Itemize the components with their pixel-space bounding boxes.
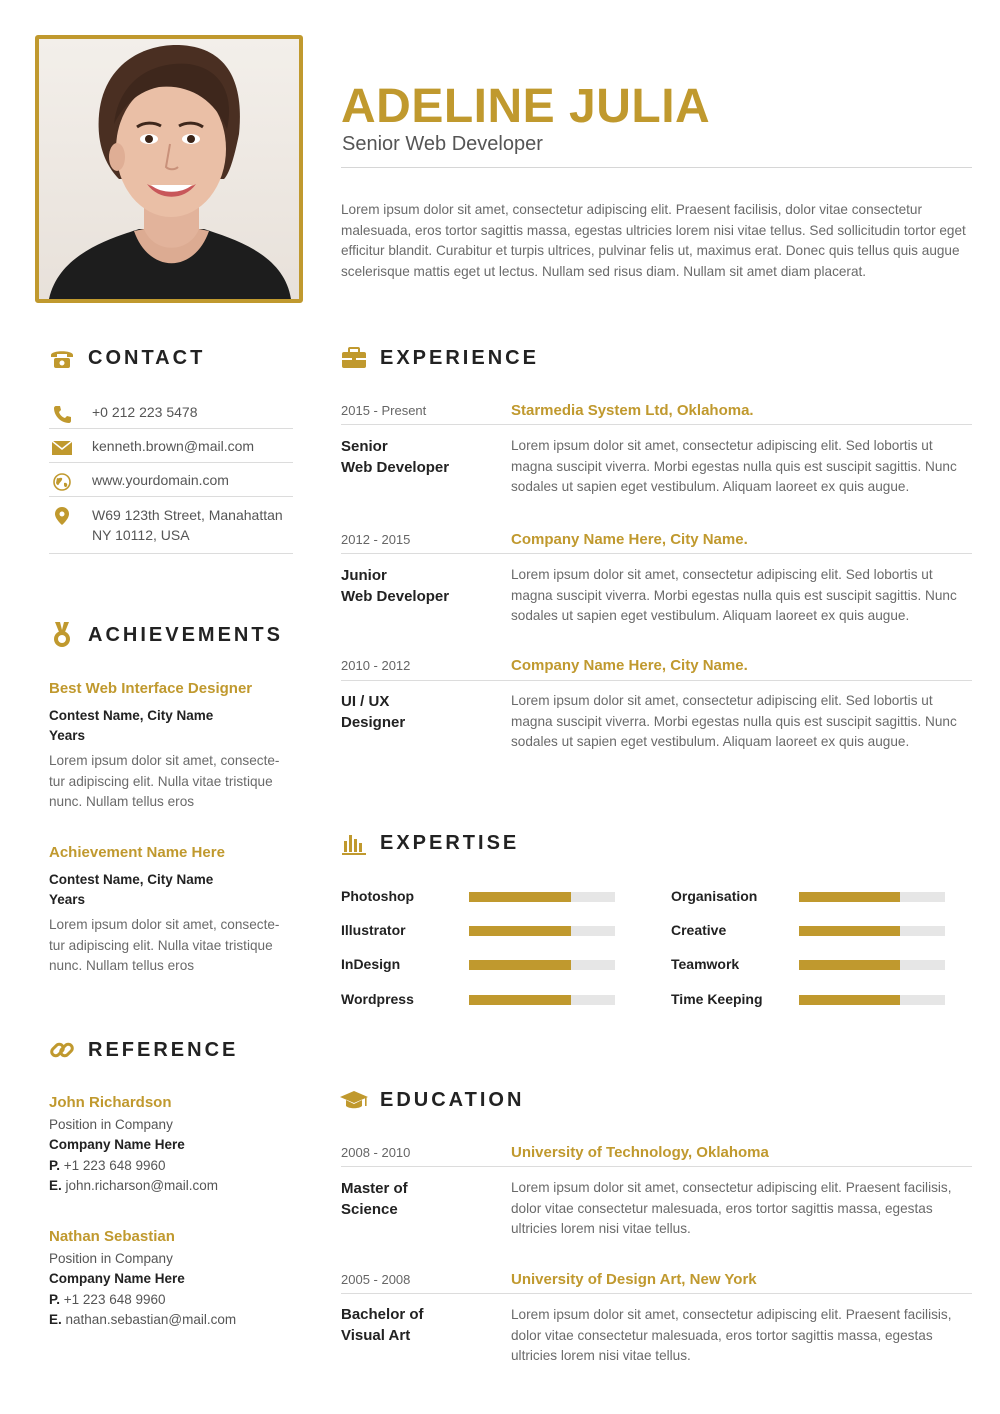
skill-bar-fill: [469, 892, 571, 902]
briefcase-icon: [340, 344, 368, 372]
reference-email: [49, 1310, 236, 1330]
link-icon: [48, 1036, 76, 1064]
reference-company: [49, 1135, 185, 1155]
education-title: EDUCATION: [380, 1088, 525, 1111]
achievement-title: Achievement Name Here: [49, 844, 225, 861]
contact-email-row: [49, 436, 293, 463]
reference-position: Position in Company: [49, 1117, 173, 1132]
skill-name: Wordpress: [341, 991, 414, 1007]
education-description: Lorem ipsum dolor sit amet, consectetur adipiscing elit. Praesent facilisis, dolor vitae consectetur malesuada, eros tortor sagittis massa, egestas ultricies lorem nisi vitae tellus.: [511, 1180, 952, 1236]
reference-company-text: Company Name Here: [49, 1137, 185, 1152]
achievement-contest: Contest Name, City Name: [49, 708, 214, 723]
experience-dates: 2015 - Present: [341, 403, 427, 418]
contact-heading: [48, 344, 205, 372]
education-degree: [341, 1304, 491, 1346]
skill-bar: [799, 995, 945, 1005]
skill-bar: [799, 892, 945, 902]
experience-role: [341, 436, 491, 478]
experience-description: Lorem ipsum dolor sit amet, consectetur adipiscing elit. Sed lobortis ut magna suscipit viverra. Morbi egestas nulla quis est suscipit sagittis. Nunc sodales ut sapien eget vestibulum. Aliquam laoreet ex quis augue.: [511, 567, 957, 623]
experience-divider: [341, 553, 972, 554]
profile-photo: [35, 35, 303, 303]
role-line-1: UI / UX: [341, 693, 390, 710]
medal-icon: [48, 621, 76, 649]
contact-address-row: [49, 505, 293, 554]
phone-label: P.: [49, 1158, 61, 1173]
experience-dates: 2012 - 2015: [341, 532, 411, 547]
header-divider: [341, 167, 972, 168]
degree-line-1: Bachelor of: [341, 1306, 424, 1323]
profile-summary: Lorem ipsum dolor sit amet, consectetur adipiscing elit. Praesent facilisis, dolor vitae consectetur malesuada, eros tortor sagittis massa, egestas ultricies lorem nisi vitae tellus. Sed sollicitudin tortor eget efficitur blandit. Curabitur et turpis ultrices, pulvinar felis ut, maximus erat. Donec quis tellus quis augue scelerisque mattis eget ut lectus. Nullam sed risus diam. Nullam sit amet diam placerat.: [341, 202, 966, 279]
map-pin-icon: [51, 507, 73, 527]
experience-company: Starmedia System Ltd, Oklahoma.: [511, 402, 754, 419]
experience-title: EXPERIENCE: [380, 346, 539, 369]
achievements-heading: [48, 621, 283, 649]
reference-phone: [49, 1290, 166, 1310]
reference-email-text[interactable]: john.richarson@mail.com: [65, 1178, 219, 1193]
address-line-2: NY 10112, USA: [92, 527, 190, 543]
education-dates: 2005 - 2008: [341, 1272, 411, 1287]
skill-bar: [799, 926, 945, 936]
reference-company: [49, 1269, 185, 1289]
address-line-1: W69 123th Street, Manahattan: [92, 507, 283, 523]
reference-title: REFERENCE: [88, 1038, 239, 1061]
skill-name: Illustrator: [341, 922, 406, 938]
expertise-title: EXPERTISE: [380, 831, 520, 854]
reference-company-text: Company Name Here: [49, 1271, 185, 1286]
contact-phone: +0 212 223 5478: [92, 404, 198, 420]
reference-heading: [48, 1036, 238, 1064]
reference-phone: [49, 1156, 166, 1176]
contact-website[interactable]: www.yourdomain.com: [92, 472, 229, 488]
contact-email[interactable]: kenneth.brown@mail.com: [92, 438, 255, 454]
degree-line-2: Science: [341, 1201, 398, 1218]
skill-bar: [469, 892, 615, 902]
skill-name: Teamwork: [671, 956, 740, 972]
role-line-1: Senior: [341, 438, 388, 455]
role-line-2: Web Developer: [341, 588, 450, 605]
skill-bar: [469, 995, 615, 1005]
education-divider: [341, 1166, 972, 1167]
skill-bar-fill: [799, 960, 900, 970]
contact-address: [92, 505, 283, 545]
achievement-years: Years: [49, 728, 86, 743]
experience-description: Lorem ipsum dolor sit amet, consectetur adipiscing elit. Sed lobortis ut magna suscipit viverra. Morbi egestas nulla quis est suscipit sagittis. Nunc sodales ut sapien eget vestibulum. Aliquam laoreet ex quis augue.: [511, 693, 957, 749]
globe-icon: [51, 472, 73, 492]
achievement-description: Lorem ipsum dolor sit amet, consecte- tur adipiscing elit. Nulla vitae tristique nunc. Nullam tellus eros: [49, 753, 280, 809]
reference-phone-text: +1 223 648 9960: [63, 1292, 166, 1307]
achievement-contest: Contest Name, City Name: [49, 872, 214, 887]
reference-name: John Richardson: [49, 1094, 172, 1111]
email-label: E.: [49, 1178, 62, 1193]
graduation-cap-icon: [340, 1086, 368, 1114]
education-description: Lorem ipsum dolor sit amet, consectetur adipiscing elit. Praesent facilisis, dolor vitae consectetur malesuada, eros tortor sagittis massa, egestas ultricies lorem nisi vitae tellus.: [511, 1307, 952, 1363]
telephone-icon: [48, 344, 76, 372]
experience-heading: [340, 344, 539, 372]
skill-bar-fill: [469, 995, 571, 1005]
candidate-name: ADELINE JULIA: [341, 80, 711, 133]
skill-bar-fill: [799, 892, 900, 902]
contact-phone-row: [49, 402, 293, 429]
email-label: E.: [49, 1312, 62, 1327]
achievement-years: Years: [49, 892, 86, 907]
experience-company: Company Name Here, City Name.: [511, 531, 748, 548]
education-dates: 2008 - 2010: [341, 1145, 411, 1160]
reference-position: Position in Company: [49, 1251, 173, 1266]
skill-bar-fill: [799, 926, 900, 936]
education-degree: [341, 1178, 491, 1220]
phone-icon: [51, 404, 73, 424]
experience-divider: [341, 424, 972, 425]
contact-title: CONTACT: [88, 346, 206, 369]
role-line-2: Designer: [341, 714, 406, 731]
reference-email-text[interactable]: nathan.sebastian@mail.com: [65, 1312, 237, 1327]
skill-bar-fill: [799, 995, 900, 1005]
achievement-title: Best Web Interface Designer: [49, 680, 253, 697]
skill-name: Time Keeping: [671, 991, 763, 1007]
achievements-title: ACHIEVEMENTS: [88, 623, 283, 646]
education-school: University of Design Art, New York: [511, 1271, 757, 1288]
experience-description: Lorem ipsum dolor sit amet, consectetur adipiscing elit. Sed lobortis ut magna suscipit viverra. Morbi egestas nulla quis est suscipit sagittis. Nunc sodales ut sapien eget vestibulum. Aliquam laoreet ex quis augue.: [511, 438, 957, 494]
skill-name: InDesign: [341, 956, 401, 972]
experience-divider: [341, 680, 972, 681]
reference-phone-text: +1 223 648 9960: [63, 1158, 166, 1173]
skill-bar-fill: [469, 960, 571, 970]
skill-bar: [799, 960, 945, 970]
envelope-icon: [51, 438, 73, 458]
skill-bar: [469, 926, 615, 936]
experience-company: Company Name Here, City Name.: [511, 657, 748, 674]
contact-website-row: [49, 470, 293, 497]
bar-chart-icon: [340, 829, 368, 857]
reference-name: Nathan Sebastian: [49, 1228, 175, 1245]
skill-bar-fill: [469, 926, 571, 936]
candidate-title: Senior Web Developer: [342, 133, 543, 155]
role-line-1: Junior: [341, 567, 387, 584]
achievement-description: Lorem ipsum dolor sit amet, consecte- tur adipiscing elit. Nulla vitae tristique nunc. Nullam tellus eros: [49, 917, 280, 973]
expertise-heading: [340, 829, 519, 857]
education-divider: [341, 1293, 972, 1294]
skill-name: Organisation: [671, 888, 758, 904]
skill-name: Photoshop: [341, 888, 415, 904]
role-line-2: Web Developer: [341, 459, 450, 476]
education-heading: [340, 1086, 524, 1114]
experience-dates: 2010 - 2012: [341, 658, 411, 673]
experience-role: [341, 565, 491, 607]
skill-bar: [469, 960, 615, 970]
experience-role: [341, 691, 491, 733]
education-school: University of Technology, Oklahoma: [511, 1144, 769, 1161]
phone-label: P.: [49, 1292, 61, 1307]
reference-email: [49, 1176, 218, 1196]
degree-line-1: Master of: [341, 1180, 408, 1197]
portrait-illustration: [39, 39, 299, 299]
skill-name: Creative: [671, 922, 727, 938]
degree-line-2: Visual Art: [341, 1327, 411, 1344]
